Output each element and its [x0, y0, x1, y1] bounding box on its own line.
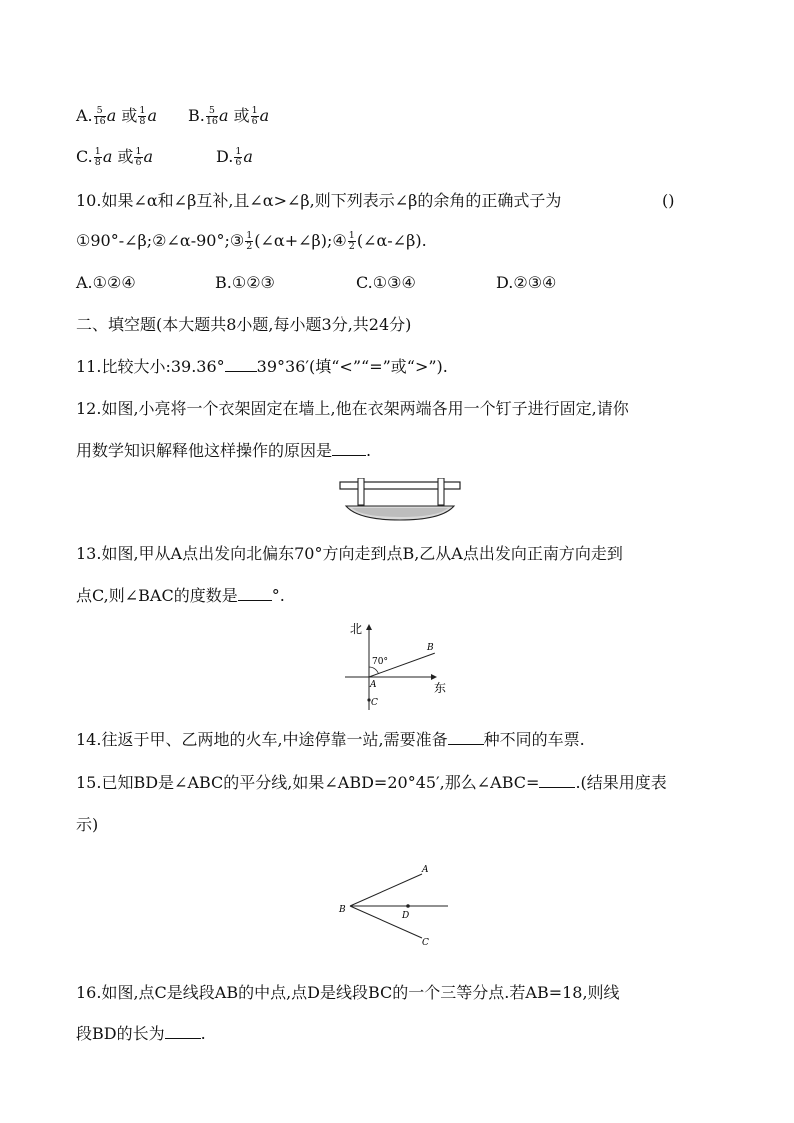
- angle-arc: [369, 667, 378, 674]
- fraction-half: $\frac{1}{2}$: [348, 230, 355, 252]
- q9-option-c: C. $\frac{1}{8}$ a 或 $\frac{1}{6}$ a: [76, 146, 154, 168]
- q13-line2: 点C,则∠BAC的度数是 °.: [76, 586, 285, 605]
- direction-figure: [335, 616, 455, 712]
- nail-right: [438, 478, 444, 505]
- answer-blank[interactable]: [448, 730, 484, 745]
- label-east: 东: [434, 681, 447, 695]
- bisector-figure: [336, 860, 452, 950]
- ray-ba: [350, 874, 422, 906]
- label-a: A: [370, 680, 377, 690]
- q14: 14.往返于甲、乙两地的火车,中途停靠一站,需要准备 种不同的车票.: [76, 730, 585, 749]
- fraction: $\frac{5}{16}$: [205, 105, 218, 127]
- label-c: C: [422, 938, 429, 948]
- q12-line1: 12.如图,小亮将一个衣架固定在墙上,他在衣架两端各用一个钉子进行固定,请你: [76, 399, 629, 418]
- label-d: D: [402, 911, 410, 921]
- label-b: B: [339, 905, 346, 915]
- q16-line2: 段BD的长为 .: [76, 1024, 206, 1043]
- answer-blank[interactable]: [539, 773, 575, 788]
- label-b: B: [427, 643, 434, 653]
- answer-blank[interactable]: [332, 441, 366, 456]
- answer-blank[interactable]: [225, 357, 257, 372]
- q13-line1: 13.如图,甲从A点出发向北偏东70°方向走到点B,乙从A点出发向正南方向走到: [76, 544, 623, 563]
- q10-option-a: A.①②④: [76, 273, 136, 292]
- fraction-half: $\frac{1}{2}$: [246, 230, 253, 252]
- hanger-figure: [338, 478, 462, 524]
- label-c: C: [371, 698, 378, 708]
- label-angle: 70°: [372, 657, 388, 667]
- q10-expressions: ①90°-∠β;②∠α-90°;③ $\frac{1}{2}$ (∠α+∠β);④ $\frac{1}{2}$ (∠α-∠β).: [76, 230, 427, 252]
- point-d-dot: [406, 904, 410, 908]
- q9-option-b: B. $\frac{5}{16}$ a 或 $\frac{1}{6}$ a: [188, 105, 270, 127]
- fraction: $\frac{1}{6}$: [235, 146, 242, 168]
- label-north: 北: [350, 622, 363, 636]
- q12-line2: 用数学知识解释他这样操作的原因是 .: [76, 441, 372, 460]
- q10-option-c: C.①③④: [356, 273, 416, 292]
- q10-stem: 10.如果∠α和∠β互补,且∠α>∠β,则下列表示∠β的余角的正确式子为: [76, 191, 562, 210]
- answer-blank[interactable]: [238, 586, 272, 601]
- q15-line1: 15.已知BD是∠ABC的平分线,如果∠ABD=20°45′,那么∠ABC= .(结果用度表: [76, 773, 667, 792]
- q9-option-d: D. $\frac{1}{6}$ a: [216, 146, 253, 168]
- fraction: $\frac{1}{8}$: [139, 105, 146, 127]
- north-arrowhead: [366, 624, 372, 630]
- q16-line1: 16.如图,点C是线段AB的中点,点D是线段BC的一个三等分点.若AB=18,则线: [76, 983, 620, 1002]
- fraction: $\frac{1}{6}$: [251, 105, 258, 127]
- fraction: $\frac{1}{6}$: [135, 146, 142, 168]
- ray-bc: [350, 906, 422, 938]
- q15-line2: 示): [76, 815, 99, 834]
- q9-option-a: A. $\frac{5}{16}$ a 或 $\frac{1}{8}$ a: [76, 105, 157, 127]
- nail-left: [358, 478, 364, 505]
- q10-option-b: B.①②③: [215, 273, 275, 292]
- q10-answer-paren: (): [662, 191, 675, 210]
- answer-blank[interactable]: [165, 1024, 201, 1039]
- q10-option-d: D.②③④: [496, 273, 557, 292]
- q11: 11.比较大小:39.36° 39°36′(填“<”“=”或“>”).: [76, 357, 448, 376]
- fraction: $\frac{1}{8}$: [94, 146, 101, 168]
- section-title: 二、填空题(本大题共8小题,每小题3分,共24分): [76, 315, 412, 334]
- label-a: A: [422, 865, 429, 875]
- east-arrowhead: [431, 674, 437, 680]
- fraction: $\frac{5}{16}$: [93, 105, 106, 127]
